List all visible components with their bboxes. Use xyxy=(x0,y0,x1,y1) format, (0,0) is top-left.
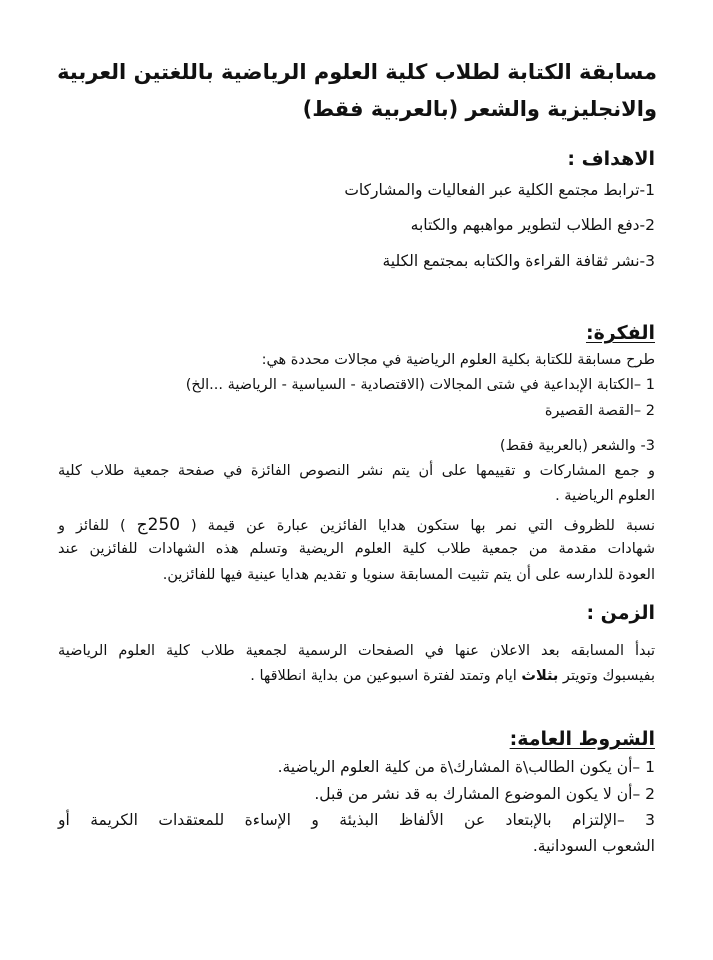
idea-paragraph-2-line-3: العودة للدارسه على أن يتم تثبيت المسابقة سنويا و تقديم هدايا عينية فيها للفائزين. xyxy=(162,567,655,583)
time-paragraph-line-2: بفيسبوك وتويتر بثلاث ايام وتمتد لفترة اسبوعين من بداية انطلاقها . xyxy=(250,668,655,684)
condition-item-3-line-2: الشعوب السودانية. xyxy=(532,837,655,855)
goal-item-3: 3-نشر ثقافة القراءة والكتابه بمجتمع الكلية xyxy=(382,252,655,270)
time-emphasis: بثلاث xyxy=(521,668,559,684)
conditions-heading: الشروط العامة: xyxy=(509,728,655,750)
goal-item-2: 2-دفع الطلاب لتطوير مواهبهم والكتابه xyxy=(410,216,655,234)
goal-item-1: 1-ترابط مجتمع الكلية عبر الفعاليات والمشاركات xyxy=(344,181,655,199)
idea-item-3: 3- والشعر (بالعربية فقط) xyxy=(499,438,655,454)
idea-heading: الفكرة: xyxy=(585,322,655,344)
prize-value: 250ج xyxy=(136,515,181,535)
idea-item-1: 1 –الكتابة الإبداعية في شتى المجالات (الاقتصادية - السياسية - الرياضية ...الخ) xyxy=(185,377,655,393)
page-title-line-1: مسابقة الكتابة لطلاب كلية العلوم الرياضية باللغتين العربية xyxy=(57,60,657,84)
time-heading: الزمن : xyxy=(586,602,655,624)
condition-item-1: 1 –أن يكون الطالب\ة المشارك\ة من كلية العلوم الرياضية. xyxy=(277,758,655,776)
idea-intro: طرح مسابقة للكتابة بكلية العلوم الرياضية في مجالات محددة هي: xyxy=(261,352,655,368)
goals-heading: الاهداف : xyxy=(567,148,655,170)
page-title-line-2: والانجليزية والشعر (بالعربية فقط) xyxy=(302,97,657,121)
idea-paragraph-2-line-2: شهادات مقدمة من جمعية طلاب كلية العلوم الريضية وتسلم هذه الشهادات للفائزين عند xyxy=(58,541,655,557)
idea-paragraph-1-line-1: و جمع المشاركات و تقييمها على أن يتم نشر النصوص الفائزة في صفحة جمعية طلاب كلية xyxy=(58,463,655,479)
idea-paragraph-1-line-2: العلوم الرياضية . xyxy=(555,488,655,504)
idea-item-2: 2 –القصة القصيرة xyxy=(544,403,655,419)
idea-paragraph-2-line-1: نسبة للظروف التي نمر بها ستكون هدايا الفائزين عبارة عن قيمة ( 250ج ) للفائز و xyxy=(58,515,655,535)
time-paragraph-line-1: تبدأ المسابقه بعد الاعلان عنها في الصفحات الرسمية لجمعية طلاب كلية العلوم الرياضية xyxy=(58,643,655,659)
condition-item-2: 2 –أن لا يكون الموضوع المشارك به قد نشر من قبل. xyxy=(314,785,655,803)
condition-item-3-line-1: 3 –الإلتزام بالإبتعاد عن الألفاظ البذيئة و الإساءة للمعتقدات الكريمة أو xyxy=(58,811,655,829)
